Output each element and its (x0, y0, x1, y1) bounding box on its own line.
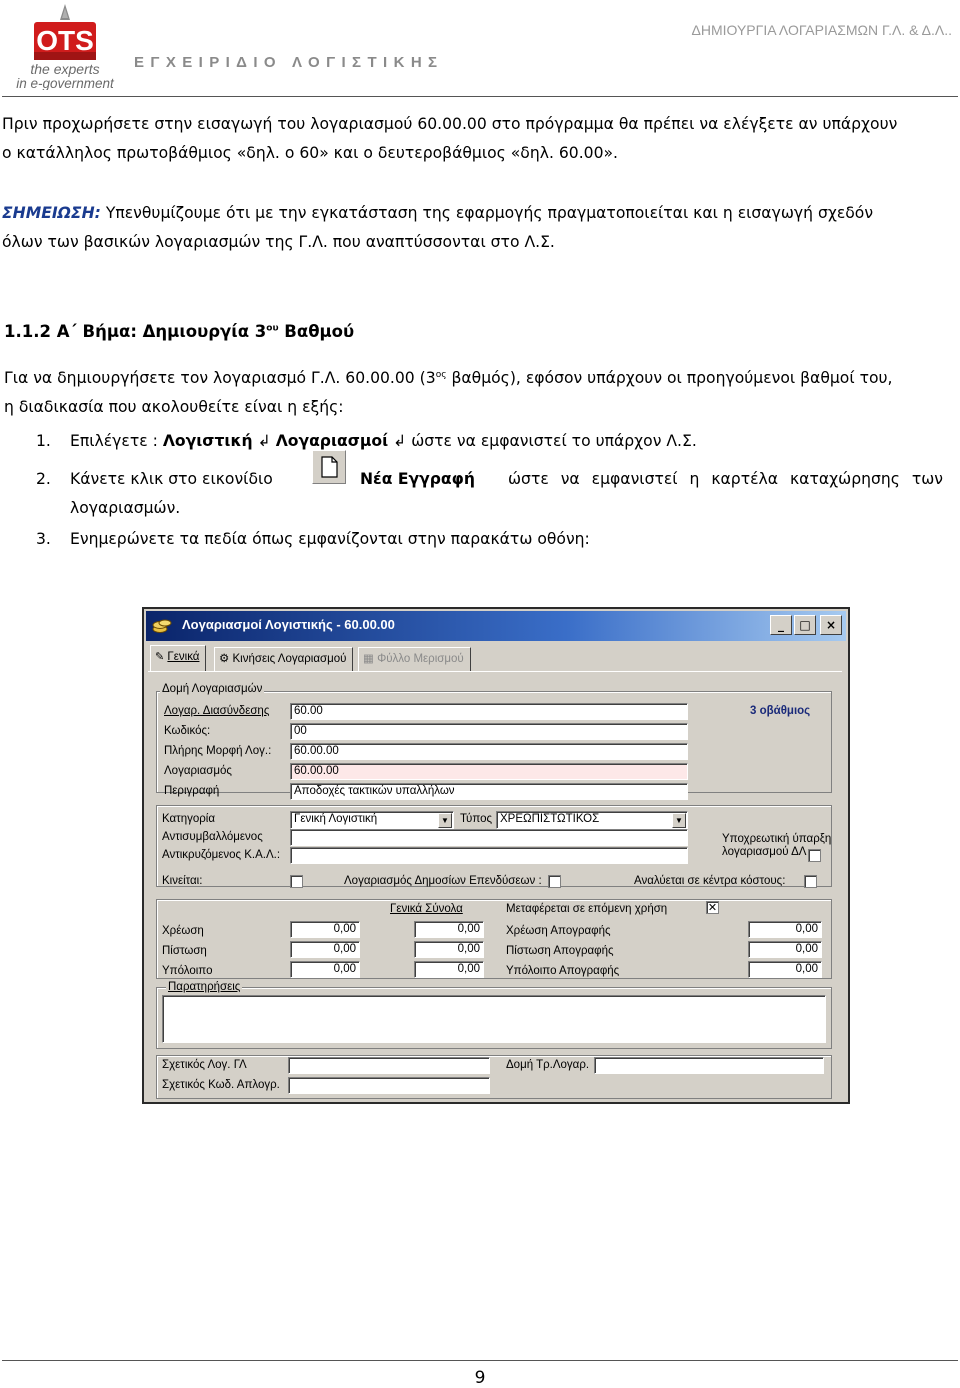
page-number: 9 (474, 1368, 486, 1388)
label-offset-account: Αντικρυζόμενος Κ.Α.Λ.: (162, 849, 281, 861)
balance-field[interactable]: 0,00 (290, 961, 360, 978)
step1-text (70, 432, 697, 450)
new-record-icon (312, 450, 346, 484)
label-credit: Πίστωση (162, 945, 207, 957)
heading-sup: ου (266, 323, 279, 334)
accounts-window (142, 607, 850, 1104)
tab-panel-edge (148, 671, 842, 672)
description-field[interactable]: Αποδοχές τακτικών υπαλλήλων (290, 783, 688, 800)
tab-account-movements[interactable] (214, 647, 353, 671)
offset-account-field[interactable] (290, 847, 688, 864)
label-account: Λογαριασμός (164, 765, 232, 777)
totals-group (156, 899, 832, 979)
pencil-icon: ✎ (155, 651, 165, 663)
label-general-totals: Γενικά Σύνολα (390, 903, 463, 915)
code-field[interactable]: 00 (290, 723, 688, 740)
public-investments-checkbox[interactable] (548, 875, 561, 888)
note-line-1: Υπενθυμίζουμε ότι με την εγκατάσταση της εφαρμογής πραγματοποιείται και η εισαγωγή σχεδόν (105, 204, 874, 222)
step2-a: Κάνετε κλικ στο εικονίδιο (70, 470, 273, 488)
step1-number: 1. (36, 432, 51, 450)
inventory-debit-field[interactable]: 0,00 (748, 921, 822, 938)
enter-arrow-icon-2: ↲ (393, 432, 407, 450)
document-icon (313, 451, 345, 483)
label-related-code: Σχετικός Κωδ. Απλογρ. (162, 1079, 280, 1091)
label-balance: Υπόλοιπο (162, 965, 213, 977)
step1-menu-accounting: Λογιστική (162, 432, 253, 450)
label-debit: Χρέωση (162, 925, 204, 937)
credit-total-field[interactable]: 0,00 (414, 941, 484, 958)
step2-c: ώστε να εμφανιστεί η καρτέλα καταχώρησης των (508, 470, 944, 488)
step2-number: 2. (36, 470, 51, 488)
label-transfer: Μεταφέρεται σε επόμενη χρήση (506, 903, 668, 915)
intro-paragraph (2, 110, 958, 168)
transfer-checkbox[interactable]: ✕ (707, 901, 718, 914)
movements-icon: ⚙ (219, 653, 230, 665)
debit-field[interactable]: 0,00 (290, 921, 360, 938)
logo-sub2: in e-government (16, 76, 114, 90)
label-type: Τύπος (460, 813, 493, 825)
related-account-field[interactable] (288, 1057, 490, 1074)
account-field[interactable]: 60.00.00 (290, 763, 688, 780)
sheet-icon: ▦ (363, 653, 374, 665)
label-related-account: Σχετικός Λογ. ΓΛ (162, 1059, 247, 1071)
category-value: Γενική Λογιστική (294, 813, 378, 825)
section-paragraph-line1 (4, 369, 892, 387)
account-level: 3 οβάθμιος (750, 705, 811, 717)
label-cost-centers: Αναλύεται σε κέντρα κόστους: (634, 875, 786, 887)
window-title: Λογαριασμοί Λογιστικής - 60.00.00 (182, 617, 395, 632)
inventory-balance-field[interactable]: 0,00 (748, 961, 822, 978)
type-value: ΧΡΕΩΠΙΣΤΩΤΙΚΟΣ (500, 813, 600, 825)
intro-line-2: ο κατάλληλος πρωτοβάθμιος «δηλ. ο 60» και ο δευτεροβάθμιος «δηλ. 60.00». (2, 144, 618, 162)
step3-text: Ενημερώνετε τα πεδία όπως εμφανίζονται στην παρακάτω οθόνη: (70, 530, 590, 548)
logo-sub1: the experts (30, 61, 100, 77)
tab-allocation-sheet[interactable] (358, 647, 471, 671)
section-p-b: βαθμός), εφόσον υπάρχουν οι προηγούμενοι βαθμοί του, (446, 369, 893, 387)
window-titlebar (146, 611, 846, 641)
category-dropdown[interactable] (290, 811, 454, 829)
note-label: ΣΗΜΕΙΩΣΗ: (2, 204, 101, 222)
dropdown-arrow-icon[interactable]: ▼ (672, 813, 686, 828)
step1-a: Επιλέγετε : (70, 432, 163, 450)
section-p-a: Για να δημιουργήσετε τον λογαριασμό Γ.Λ. 60.00.00 (3 (4, 369, 436, 387)
intro-line-1: Πριν προχωρήσετε στην εισαγωγή του λογαριασμού 60.00.00 στο πρόγραμμα θα πρέπει να ελέγξετε αν υπάρχουν (2, 115, 898, 133)
counterparty-field[interactable] (290, 829, 688, 846)
group-title: Δομή Λογαριασμών (162, 683, 263, 695)
logo-main-text: OTS (36, 25, 94, 56)
label-category: Κατηγορία (162, 813, 216, 825)
header-divider (2, 96, 958, 97)
debit-total-field[interactable]: 0,00 (414, 921, 484, 938)
credit-field[interactable]: 0,00 (290, 941, 360, 958)
steps-list (0, 426, 960, 556)
step2-new-record: Νέα Εγγραφή (360, 470, 475, 488)
label-inventory-credit: Πίστωση Απογραφής (506, 945, 614, 957)
label-moves: Κινείται: (162, 875, 203, 887)
label-required-dl: Υποχρεωτική ύπαρξη λογαριασμού ΔΛ (722, 833, 832, 858)
dropdown-arrow-icon[interactable]: ▼ (438, 813, 452, 828)
note-line-2: όλων των βασικών λογαριασμών της Γ.Λ. που αναπτύσσονται στο Λ.Σ. (2, 233, 555, 251)
label-parent: Λογαρ. Διασύνδεσης (164, 705, 270, 717)
label-transitory-structure: Δομή Τρ.Λογαρ. (506, 1059, 590, 1071)
cost-centers-checkbox[interactable] (804, 875, 817, 888)
transitory-structure-field[interactable] (594, 1057, 824, 1074)
label-inventory-debit: Χρέωση Απογραφής (506, 925, 611, 937)
label-public-investments: Λογαριασμός Δημοσίων Επενδύσεων : (344, 875, 542, 887)
tab-movements-label: Κινήσεις Λογαριασμού (232, 653, 347, 665)
required-dl-checkbox[interactable] (808, 849, 821, 862)
label-description: Περιγραφή (164, 785, 220, 797)
type-dropdown[interactable] (496, 811, 688, 829)
manual-title: ΕΓΧΕΙΡΙΔΙΟ ΛΟΓΙΣΤΙΚΗΣ (134, 54, 444, 71)
maximize-button[interactable]: □ (794, 615, 816, 635)
tab-allocation-label: Φύλλο Μερισμού (377, 653, 464, 665)
heading-part-b: Βαθμού (278, 322, 355, 341)
coins-icon (152, 618, 172, 634)
note-paragraph (2, 199, 958, 257)
section-p-sup: ος (435, 369, 447, 380)
parent-account-field[interactable]: 60.00 (290, 703, 688, 720)
minimize-button[interactable]: _ (770, 615, 792, 635)
heading-part-a: 1.1.2 Α΄ Βήμα: Δημιουργία 3 (4, 322, 267, 341)
section-header: ΔΗΜΙΟΥΡΓΙΑ ΛΟΓΑΡΙΑΣΜΩΝ Γ.Λ. & Δ.Λ.. (691, 22, 952, 38)
remarks-textarea[interactable] (162, 995, 826, 1043)
ots-logo-graphic (4, 2, 126, 90)
label-full-form: Πλήρης Μορφή Λογ.: (164, 745, 272, 757)
close-button[interactable]: × (820, 615, 842, 635)
step3-number: 3. (36, 530, 51, 548)
enter-arrow-icon: ↲ (257, 432, 271, 450)
inventory-credit-field[interactable]: 0,00 (748, 941, 822, 958)
full-form-field[interactable]: 60.00.00 (290, 743, 688, 760)
moves-checkbox[interactable] (290, 875, 303, 888)
step1-menu-accounts: Λογαριασμοί (275, 432, 389, 450)
related-code-field[interactable] (288, 1077, 490, 1094)
balance-total-field[interactable]: 0,00 (414, 961, 484, 978)
label-code: Κωδικός: (164, 725, 211, 737)
section-heading (4, 322, 354, 341)
step1-d: ώστε να εμφανιστεί το υπάρχον Λ.Σ. (411, 432, 697, 450)
label-counterparty: Αντισυμβαλλόμενος (162, 831, 263, 843)
footer-divider (2, 1360, 958, 1361)
ots-logo (4, 2, 126, 90)
label-remarks: Παρατηρήσεις (168, 981, 241, 993)
step2-line2: λογαριασμών. (70, 499, 181, 517)
tab-general[interactable] (150, 645, 206, 672)
tab-general-label: Γενικά (167, 651, 200, 663)
section-paragraph-line2: η διαδικασία που ακολουθείτε είναι η εξής: (4, 398, 344, 416)
label-inventory-balance: Υπόλοιπο Απογραφής (506, 965, 620, 977)
